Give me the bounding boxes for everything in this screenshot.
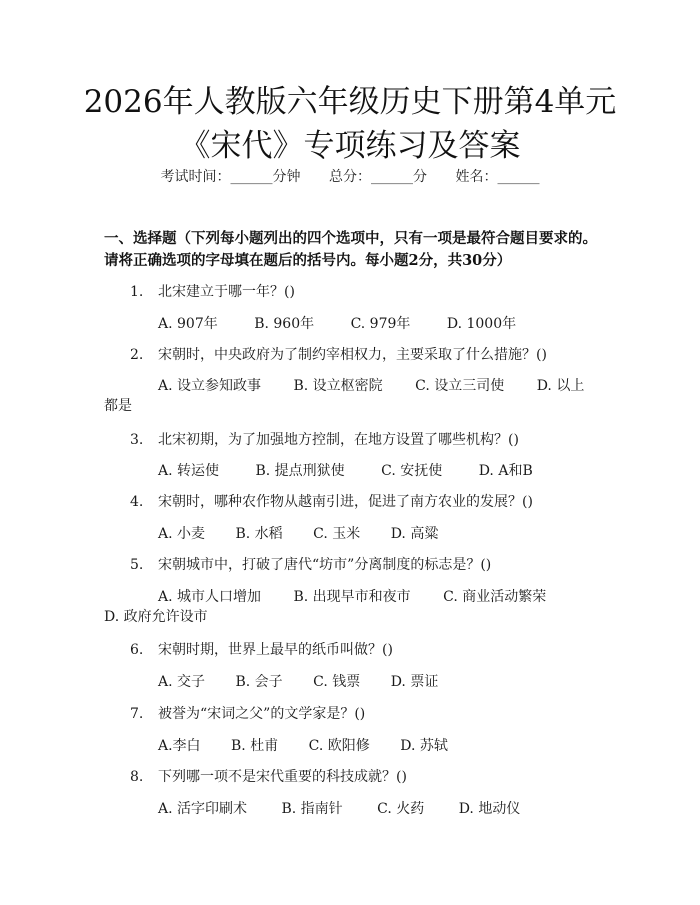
option-c: C. 火药 bbox=[377, 801, 425, 817]
question-6 bbox=[130, 640, 393, 660]
options-1 bbox=[158, 314, 516, 334]
option-a: A.李白 bbox=[158, 738, 201, 754]
page-title: 2026年人教版六年级历史下册第4单元《宋代》专项练习及答案 bbox=[83, 84, 617, 164]
option-c: C. 欧阳修 bbox=[308, 738, 370, 754]
question-number: 8. bbox=[130, 769, 144, 785]
options-3 bbox=[158, 461, 533, 481]
option-c: C. 商业活动繁荣 bbox=[443, 589, 547, 605]
question-4 bbox=[130, 492, 533, 512]
question-text: 被誉为“宋词之父”的文学家是？() bbox=[158, 706, 366, 722]
option-a: A. 交子 bbox=[158, 674, 206, 690]
question-number: 3. bbox=[130, 432, 144, 448]
option-d: D. 票证 bbox=[390, 674, 439, 690]
options-5 bbox=[104, 587, 592, 627]
option-d: D. 政府允许设市 bbox=[104, 609, 208, 625]
option-d: D. A和B bbox=[478, 463, 533, 479]
question-text: 下列哪一项不是宋代重要的科技成就？() bbox=[158, 769, 407, 785]
question-number: 7. bbox=[130, 706, 144, 722]
option-b: B. 设立枢密院 bbox=[293, 378, 383, 394]
option-a: A. 活字印刷术 bbox=[158, 801, 248, 817]
option-c: C. 设立三司使 bbox=[415, 378, 505, 394]
option-d: D. 以上都是 bbox=[104, 378, 585, 414]
option-c: C. 钱票 bbox=[313, 674, 361, 690]
option-c: C. 玉米 bbox=[313, 526, 361, 542]
question-3 bbox=[130, 430, 519, 450]
option-b: B. 会子 bbox=[235, 674, 283, 690]
question-number: 5. bbox=[130, 557, 144, 573]
options-4 bbox=[158, 524, 438, 544]
question-7 bbox=[130, 704, 365, 724]
question-text: 宋朝城市中，打破了唐代“坊市”分离制度的标志是？() bbox=[158, 557, 492, 573]
option-c: C. 安抚使 bbox=[381, 463, 443, 479]
option-a: A. 小麦 bbox=[158, 526, 206, 542]
option-d: D. 地动仪 bbox=[458, 801, 521, 817]
exam-name: 姓名：______ bbox=[455, 169, 540, 185]
exam-time: 考试时间：______分钟 bbox=[160, 169, 301, 185]
question-number: 1. bbox=[130, 284, 144, 300]
options-8 bbox=[158, 799, 520, 819]
question-5 bbox=[130, 555, 491, 575]
question-number: 2. bbox=[130, 347, 144, 363]
question-number: 4. bbox=[130, 494, 144, 510]
question-8 bbox=[130, 767, 407, 787]
options-6 bbox=[158, 672, 438, 692]
option-c: C. 979年 bbox=[350, 316, 411, 332]
question-text: 北宋初期，为了加强地方控制，在地方设置了哪些机构？() bbox=[158, 432, 519, 448]
options-7 bbox=[158, 736, 448, 756]
option-d: D. 高粱 bbox=[390, 526, 439, 542]
option-d: D. 苏轼 bbox=[400, 738, 448, 754]
option-b: B. 杜甫 bbox=[231, 738, 279, 754]
option-b: B. 出现早市和夜市 bbox=[293, 589, 411, 605]
option-a: A. 907年 bbox=[158, 316, 218, 332]
option-b: B. 指南针 bbox=[281, 801, 343, 817]
exam-info bbox=[0, 166, 700, 186]
option-b: B. 水稻 bbox=[235, 526, 283, 542]
exam-score: 总分：______分 bbox=[329, 169, 427, 185]
option-b: B. 960年 bbox=[254, 316, 315, 332]
question-text: 宋朝时，中央政府为了制约宰相权力，主要采取了什么措施？() bbox=[158, 347, 547, 363]
question-1 bbox=[130, 282, 295, 302]
question-2 bbox=[130, 345, 547, 365]
option-d: D. 1000年 bbox=[446, 316, 517, 332]
option-b: B. 提点刑狱使 bbox=[255, 463, 345, 479]
question-number: 6. bbox=[130, 642, 144, 658]
option-a: A. 设立参知政事 bbox=[158, 378, 262, 394]
options-2 bbox=[104, 376, 592, 416]
question-text: 宋朝时期，世界上最早的纸币叫做？() bbox=[158, 642, 393, 658]
question-text: 北宋建立于哪一年？() bbox=[158, 284, 295, 300]
section-header: 一、选择题（下列每小题列出的四个选项中，只有一项是最符合题目要求的。请将正确选项的字母填在题后的括号内。每小题2分，共30分） bbox=[104, 230, 597, 269]
question-text: 宋朝时，哪种农作物从越南引进，促进了南方农业的发展？() bbox=[158, 494, 533, 510]
option-a: A. 城市人口增加 bbox=[158, 589, 262, 605]
option-a: A. 转运使 bbox=[158, 463, 220, 479]
